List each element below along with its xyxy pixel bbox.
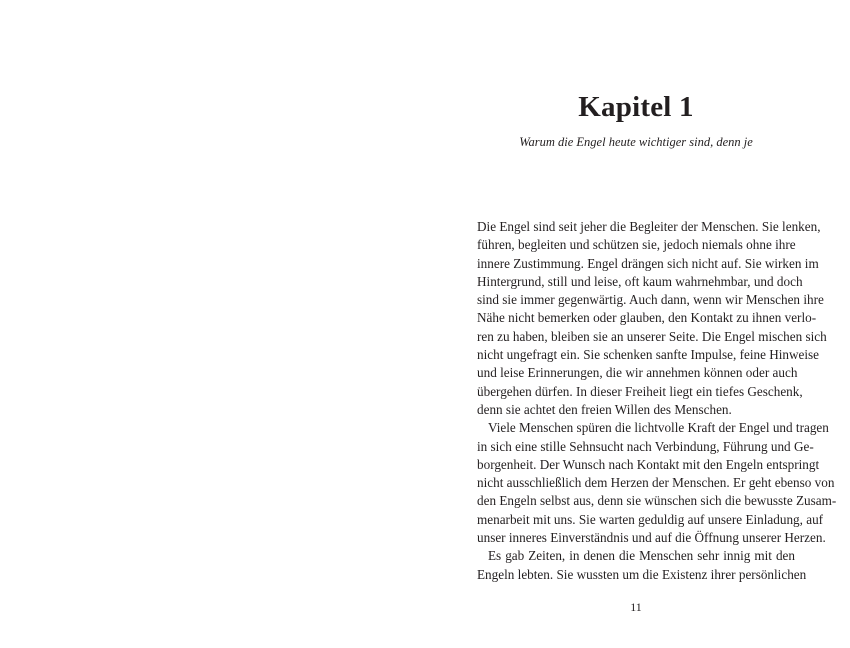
body-text	[477, 218, 837, 584]
text-line: nicht ausschließlich dem Herzen der Menschen. Er geht ebenso von	[477, 475, 835, 491]
text-line: in sich eine stille Sehnsucht nach Verbindung, Führung und Ge-	[477, 438, 814, 454]
text-line: borgenheit. Der Wunsch nach Kontakt mit den Engeln entspringt	[477, 456, 820, 472]
text-line: Hintergrund, still und leise, oft kaum wahrnehmbar, und doch	[477, 273, 803, 289]
text-line: Nähe nicht bemerken oder glauben, den Kontakt zu ihnen verlo-	[477, 310, 817, 326]
text-line: menarbeit mit uns. Sie warten geduldig auf unsere Einladung, auf	[477, 511, 824, 527]
text-line: nicht ungefragt ein. Sie schenken sanfte Impulse, feine Hinweise	[477, 347, 820, 363]
chapter-subtitle: Warum die Engel heute wichtiger sind, denn je	[519, 135, 753, 149]
text-line: innere Zustimmung. Engel drängen sich nicht auf. Sie wirken im	[477, 255, 819, 271]
text-line: ren zu haben, bleiben sie an unserer Seite. Die Engel mischen sich	[477, 328, 827, 344]
text-line: Engeln lebten. Sie wussten um die Existenz ihrer persönlichen	[477, 566, 807, 582]
text-line: und leise Erinnerungen, die wir annehmen können oder auch	[477, 365, 798, 381]
text-line: führen, begleiten und schützen sie, jedoch niemals ohne ihre	[477, 237, 796, 253]
chapter-title: Kapitel 1	[578, 91, 694, 123]
text-line: denn sie achtet den freien Willen des Menschen.	[477, 401, 732, 417]
text-line: unser inneres Einverständnis und auf die Öffnung unserer Herzen.	[477, 530, 826, 546]
page-number: 11	[630, 600, 642, 614]
text-line: den Engeln selbst aus, denn sie wünschen sich die bewusste Zusam-	[477, 493, 837, 509]
text-line: Es gab Zeiten, in denen die Menschen sehr innig mit den	[488, 548, 795, 564]
text-line: sind sie immer gegenwärtig. Auch dann, wenn wir Menschen ihre	[477, 292, 824, 308]
text-line: Die Engel sind seit jeher die Begleiter der Menschen. Sie lenken,	[477, 219, 821, 234]
text-line: Viele Menschen spüren die lichtvolle Kraft der Engel und tragen	[488, 420, 829, 436]
text-line: übergehen dürfen. In dieser Freiheit liegt ein tiefes Geschenk,	[477, 383, 803, 399]
